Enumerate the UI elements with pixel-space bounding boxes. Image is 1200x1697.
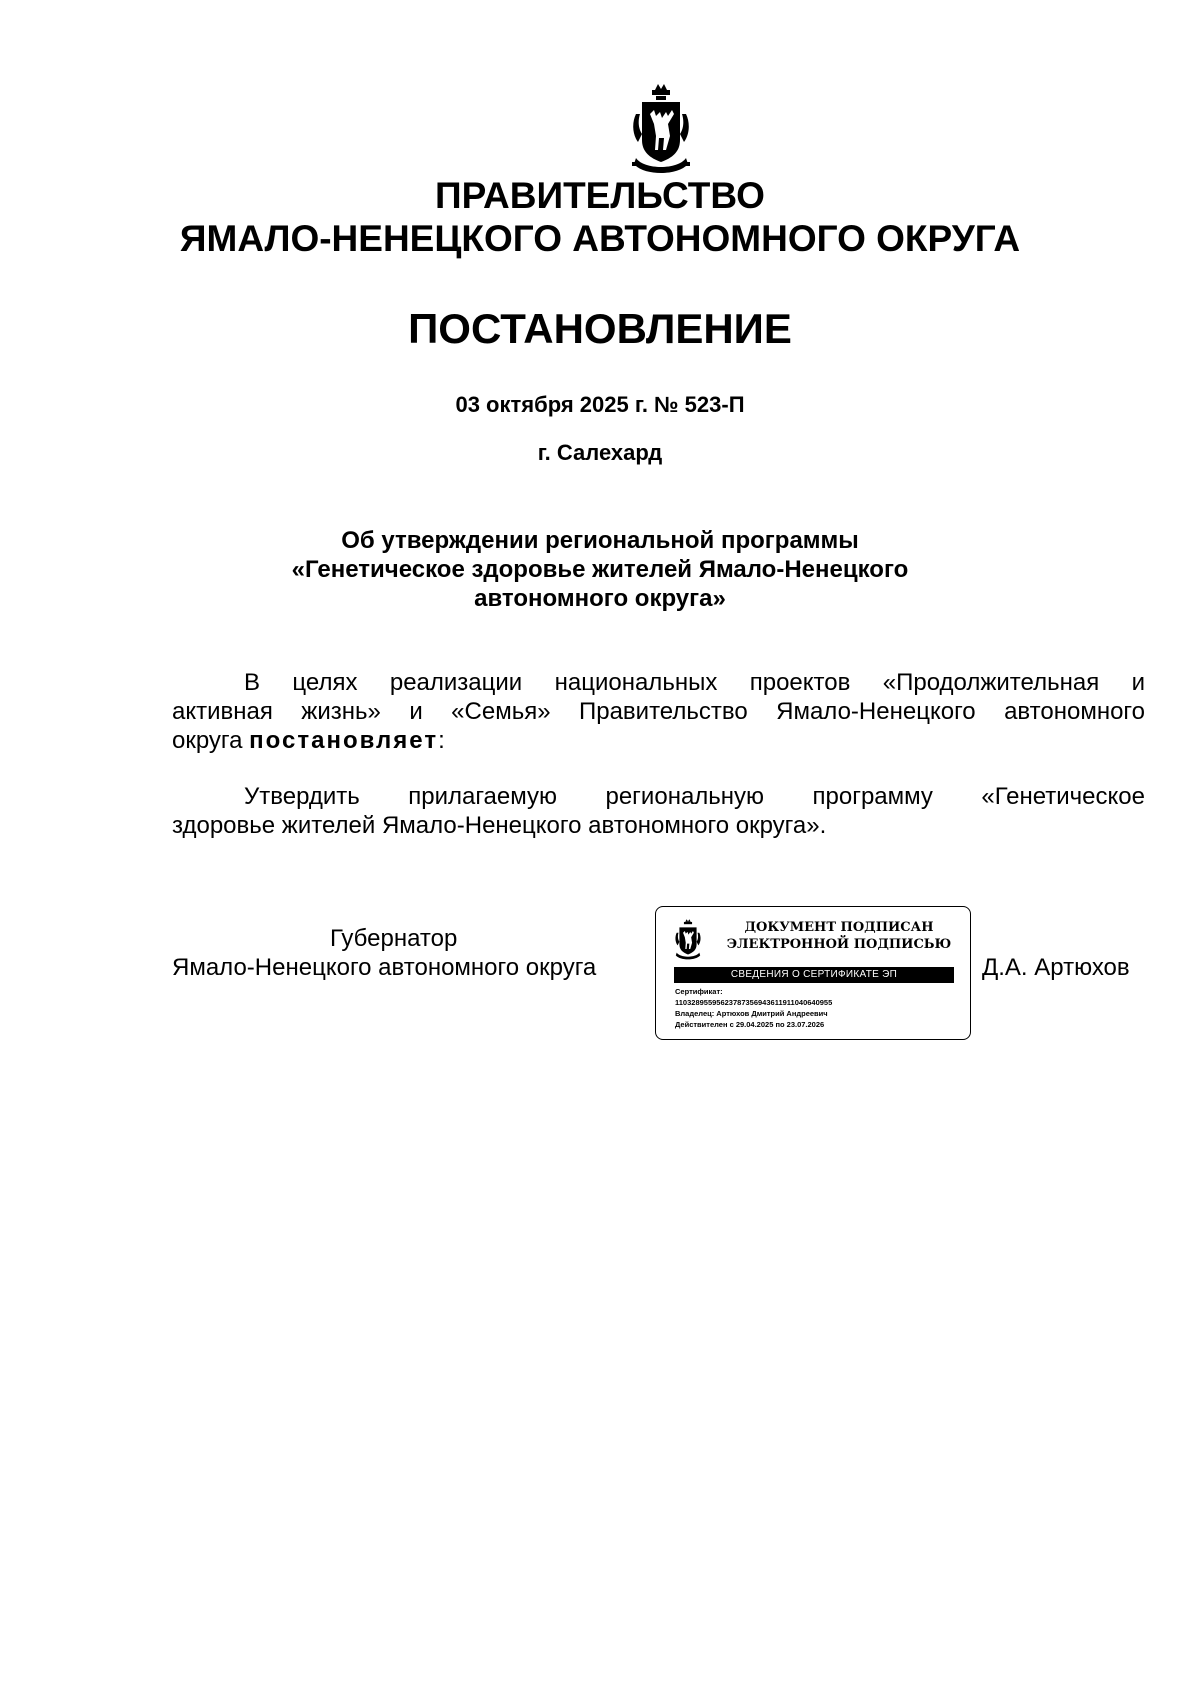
position-line-1: Губернатор <box>330 925 458 952</box>
subject-line-3: автономного округа» <box>474 585 726 612</box>
preamble-line-1: В целях реализации национальных проектов «Продолжительная и <box>244 669 1145 696</box>
preamble-line-3-prefix: округа <box>172 727 250 754</box>
preamble-line-3 <box>172 726 1145 755</box>
organization-line-2: ЯМАЛО-НЕНЕЦКОГО АВТОНОМНОГО ОКРУГА <box>179 218 1021 259</box>
preamble-line-3-suffix: : <box>438 727 445 754</box>
certificate-owner: Владелец: Артюхов Дмитрий Андреевич <box>675 1009 828 1018</box>
signatory-name: Д.А. Артюхов <box>982 954 1130 981</box>
certificate-number: 11032895595623787356943611911040640955 <box>675 998 833 1007</box>
subject-line-1: Об утверждении региональной программы <box>341 527 859 554</box>
stamp-title-line-2: ЭЛЕКТРОННОЙ ПОДПИСЬЮ <box>726 937 952 952</box>
date-and-number: 03 октября 2025 г. № 523-П <box>455 392 745 417</box>
paragraph-preamble <box>172 668 1145 755</box>
electronic-signature-stamp <box>655 906 971 1040</box>
document-type: ПОСТАНОВЛЕНИЕ <box>408 305 792 352</box>
stamp-emblem-icon <box>674 919 702 961</box>
subject-line-2: «Генетическое здоровье жителей Ямало-Ненецкого <box>291 556 909 583</box>
decision-line-2: здоровье жителей Ямало-Ненецкого автономного округа». <box>172 812 827 839</box>
decision-line-1: Утвердить прилагаемую региональную программу «Генетическое <box>244 783 1145 810</box>
resolves-word: постановляет <box>249 727 439 754</box>
signatory-position <box>172 924 642 982</box>
coat-of-arms-emblem <box>630 84 692 176</box>
paragraph-decision <box>172 782 1145 840</box>
document-subject <box>0 526 1200 613</box>
preamble-line-2: активная жизнь» и «Семья» Правительство Ямало-Ненецкого автономного <box>172 698 1145 725</box>
stamp-title <box>714 919 964 953</box>
certificate-details <box>675 986 965 1030</box>
city: г. Салехард <box>537 440 663 465</box>
position-line-2: Ямало-Ненецкого автономного округа <box>172 954 597 981</box>
organization-line-1: ПРАВИТЕЛЬСТВО <box>435 175 765 216</box>
stamp-title-line-1: ДОКУМЕНТ ПОДПИСАН <box>744 920 934 935</box>
certificate-info-bar: СВЕДЕНИЯ О СЕРТИФИКАТЕ ЭП <box>674 967 954 983</box>
organization-title <box>0 174 1200 260</box>
certificate-validity: Действителен с 29.04.2025 по 23.07.2026 <box>675 1020 825 1029</box>
certificate-label: Сертификат: <box>675 987 723 996</box>
